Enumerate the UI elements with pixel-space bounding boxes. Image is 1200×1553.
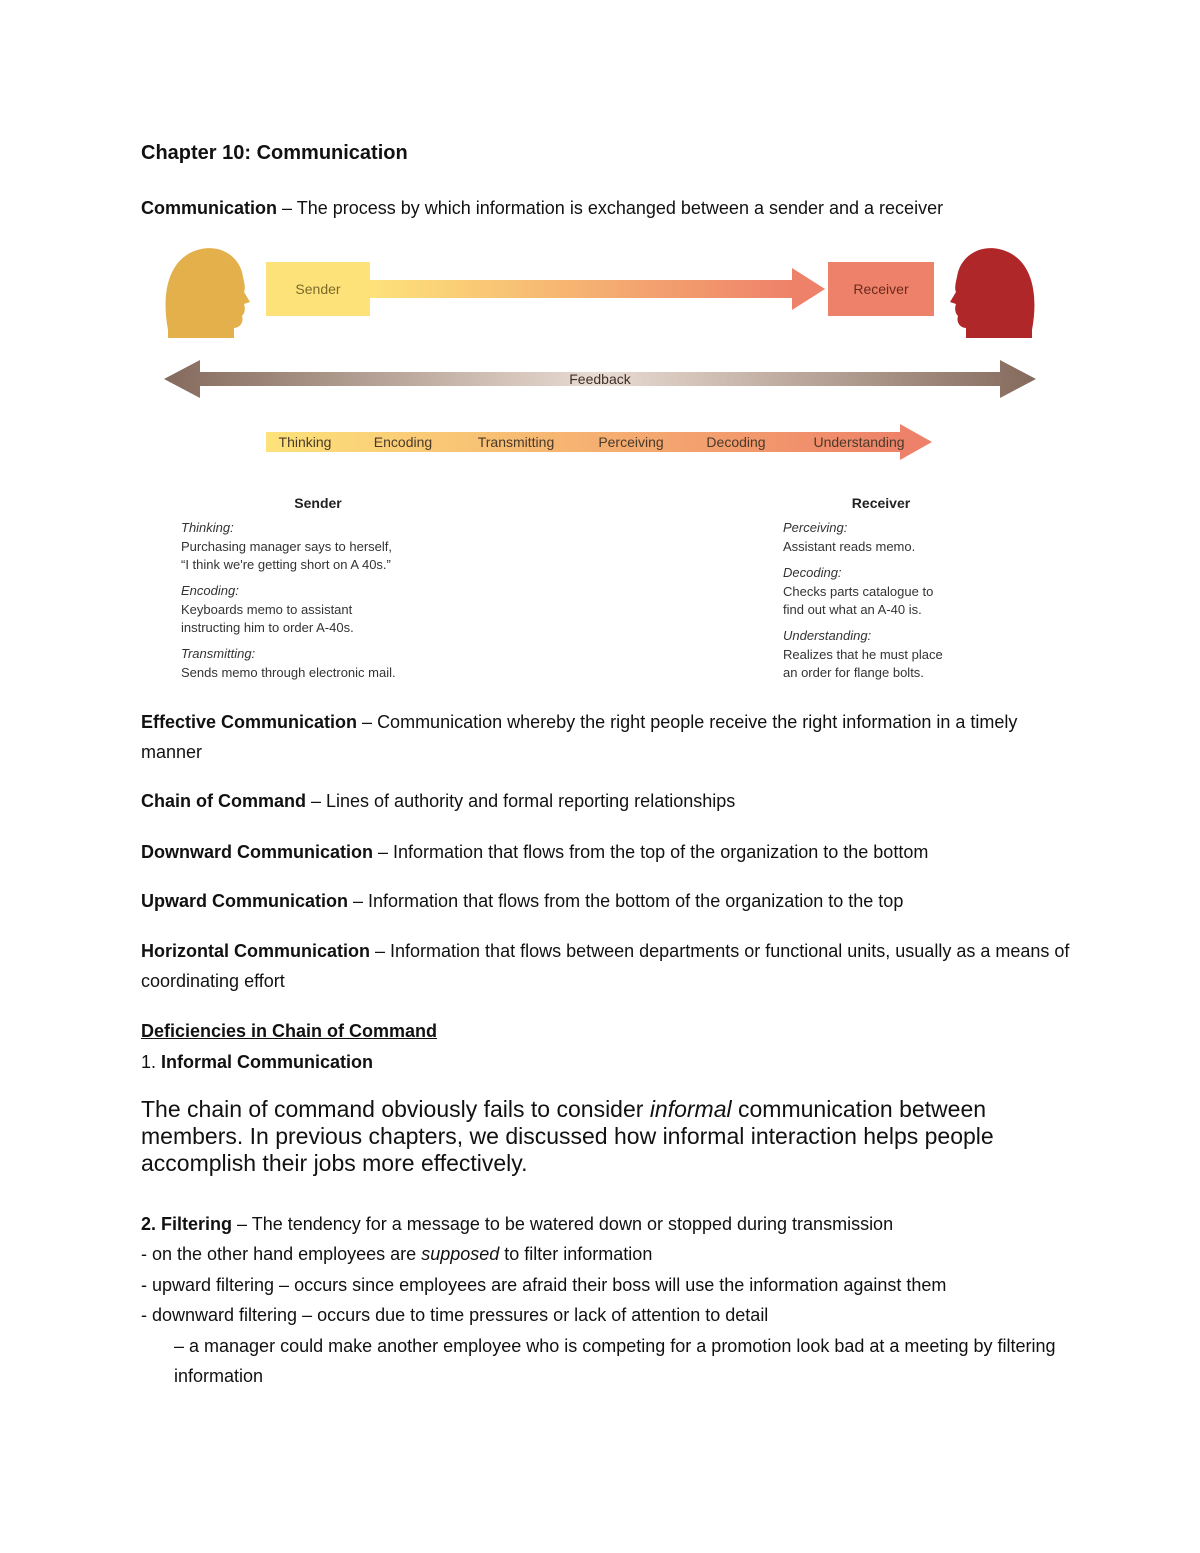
filtering-sub-bullet <box>160 1331 1060 1391</box>
quote-emphasis: informal <box>649 1096 732 1122</box>
term: Communication <box>141 198 278 218</box>
note-line: find out what an A-40 is. <box>783 602 922 617</box>
note-label: Transmitting: <box>181 646 256 661</box>
note-line: “I think we're getting short on A 40s.” <box>181 557 391 572</box>
step-label: Encoding <box>373 434 433 450</box>
note-line: an order for flange bolts. <box>783 665 924 680</box>
dash: – <box>277 198 297 218</box>
communication-process-diagram <box>160 238 1040 688</box>
item-title: Informal Communication <box>161 1052 374 1072</box>
definition-communication <box>141 193 943 223</box>
definition-text: Lines of authority and formal reporting relationships <box>326 791 736 811</box>
informal-communication-quote <box>141 1096 1061 1177</box>
deficiency-item-1 <box>141 1047 373 1077</box>
quote-text: communication between members. In previous chapters, we discussed how informal interaction helps people accomplish their jobs more effectively. <box>141 1096 994 1176</box>
sender-heading: Sender <box>294 495 342 511</box>
item-number: 1. <box>141 1052 157 1072</box>
filtering-bullet-2: - upward filtering – occurs since employees are afraid their boss will use the information against them <box>141 1275 947 1295</box>
bullet-text: - on the other hand employees are <box>141 1244 422 1264</box>
note-label: Decoding: <box>783 565 842 580</box>
term: Upward Communication <box>141 891 349 911</box>
definition-upward-communication <box>141 886 903 916</box>
item-title: Filtering <box>161 1214 233 1234</box>
definition-effective-communication <box>141 707 1071 767</box>
diagram-svg <box>160 238 1040 688</box>
deficiency-item-2 <box>141 1209 893 1239</box>
step-label: Perceiving <box>598 434 664 450</box>
note-line: instructing him to order A-40s. <box>181 620 354 635</box>
note-label: Understanding: <box>783 628 872 643</box>
note-line: Sends memo through electronic mail. <box>181 665 396 680</box>
receiver-notes <box>783 520 946 680</box>
definition-text: Information that flows from the bottom of the organization to the top <box>368 891 904 911</box>
filtering-bullet-3: - downward filtering – occurs due to time pressures or lack of attention to detail <box>141 1305 769 1325</box>
dash: – <box>357 712 378 732</box>
item-number: 2. <box>141 1214 157 1234</box>
term: Chain of Command <box>141 791 306 811</box>
definition-text: Information that flows from the top of the organization to the bottom <box>393 842 929 862</box>
definition-chain-of-command <box>141 786 735 816</box>
receiver-heading: Receiver <box>851 495 911 511</box>
message-arrow-shaft <box>370 280 795 298</box>
note-line: Keyboards memo to assistant <box>181 602 353 617</box>
term: Horizontal Communication <box>141 941 370 961</box>
sub-bullet-text: – a manager could make another employee who is competing for a promotion look bad at a meeting by filtering information <box>174 1336 1056 1386</box>
dash: – <box>373 842 394 862</box>
definition-text: The process by which information is exchanged between a sender and a receiver <box>296 198 944 218</box>
filtering-bullet-1 <box>141 1239 652 1269</box>
feedback-label: Feedback <box>569 371 631 387</box>
note-label: Thinking: <box>181 520 234 535</box>
step-label: Thinking <box>278 434 332 450</box>
sender-box-label: Sender <box>295 281 341 297</box>
note-label: Perceiving: <box>783 520 848 535</box>
sender-notes <box>181 520 396 680</box>
receiver-box-label: Receiver <box>853 281 909 297</box>
bullet-text: to filter information <box>499 1244 653 1264</box>
definition-text: Communication whereby the right people receive the right information in a timely manner <box>141 712 1018 762</box>
dash: – <box>370 941 391 961</box>
note-line: Purchasing manager says to herself, <box>181 539 392 554</box>
receiver-head-icon <box>950 248 1034 338</box>
note-line: Realizes that he must place <box>783 647 943 662</box>
sender-head-icon <box>166 248 250 338</box>
note-line: Checks parts catalogue to <box>783 584 934 599</box>
steps-arrow-shaft <box>266 432 906 452</box>
deficiencies-heading: Deficiencies in Chain of Command <box>141 1021 438 1041</box>
definition-horizontal-communication <box>141 936 1071 996</box>
item-text: The tendency for a message to be watered down or stopped during transmission <box>251 1214 894 1234</box>
message-arrow-head <box>792 268 825 310</box>
definition-text: Information that flows between departments or functional units, usually as a means of coordinating effort <box>141 941 1070 991</box>
page-title: Chapter 10: Communication <box>141 142 408 164</box>
note-label: Encoding: <box>181 583 239 598</box>
definition-downward-communication <box>141 837 928 867</box>
term: Effective Communication <box>141 712 358 732</box>
note-line: Assistant reads memo. <box>783 539 916 554</box>
dash: – <box>232 1214 252 1234</box>
step-label: Understanding <box>813 434 905 450</box>
steps-arrow-head <box>900 424 932 460</box>
term: Downward Communication <box>141 842 374 862</box>
dash: – <box>348 891 369 911</box>
step-label: Decoding <box>706 434 766 450</box>
step-label: Transmitting <box>477 434 555 450</box>
dash: – <box>306 791 327 811</box>
bullet-emphasis: supposed <box>421 1244 500 1264</box>
quote-text: The chain of command obviously fails to consider <box>141 1096 650 1122</box>
